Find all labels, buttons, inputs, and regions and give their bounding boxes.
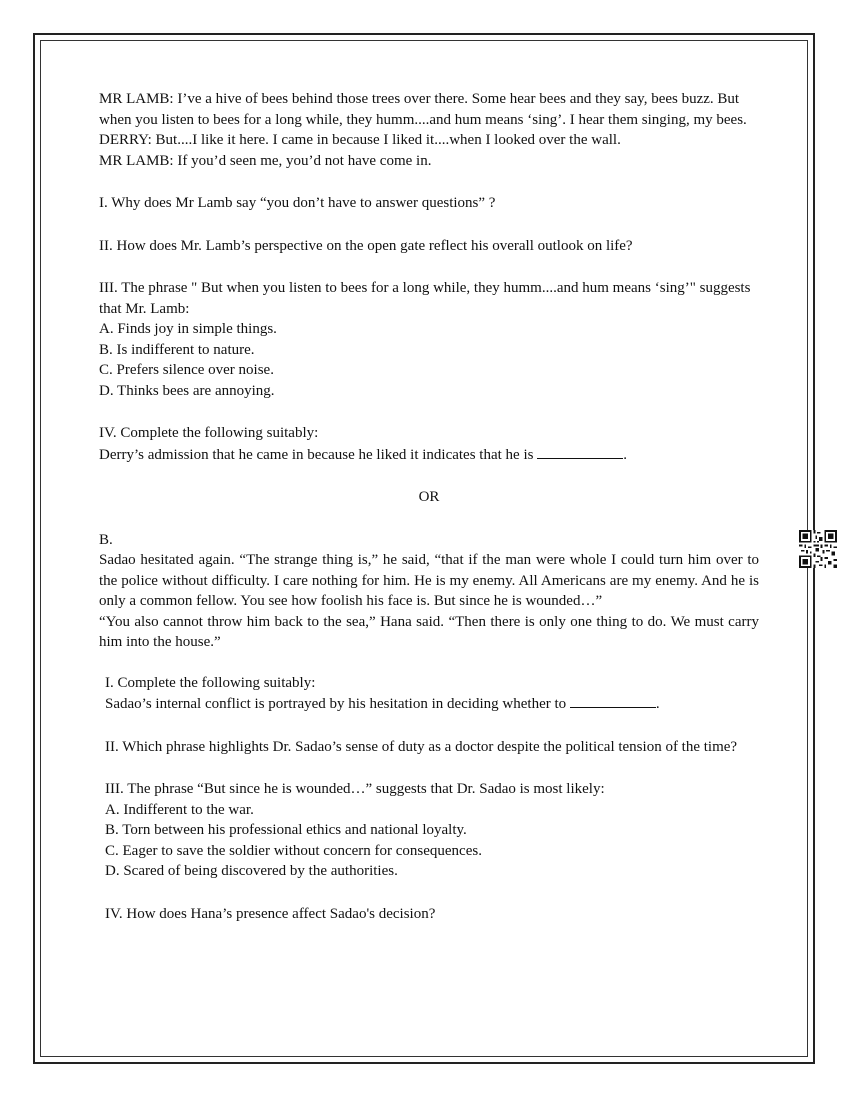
option-a-3-d: D. Thinks bees are annoying. xyxy=(99,382,275,399)
question-b-4: IV. How does Hana’s presence affect Sadao's decision? xyxy=(105,905,436,922)
option-b-3-b: B. Torn between his professional ethics and national loyalty. xyxy=(105,822,467,838)
answer-blank xyxy=(570,693,656,708)
passage-b-paragraph-1: Sadao hesitated again. “The strange thing is,” he said, “that if the man were whole I could turn him over to the police without difficulty. I care nothing for him. He is my enemy. All Americans are my enemy. And he is only a common fellow. You see how foolish his face is. But since he is wounded…” xyxy=(99,552,759,609)
question-b-2: II. Which phrase highlights Dr. Sadao’s sense of duty as a doctor despite the political tension of the time? xyxy=(105,738,738,755)
question-a-3: III. The phrase " But when you listen to bees for a long while, they humm....and hum means ‘sing’" suggests that Mr. Lamb: xyxy=(99,280,751,317)
passage-a-line-2: DERRY: But....I like it here. I came in because I liked it....when I looked over the wall. xyxy=(99,132,621,148)
option-b-3-a: A. Indifferent to the war. xyxy=(105,801,254,818)
option-b-3-c: C. Eager to save the soldier without concern for consequences. xyxy=(105,842,482,859)
or-separator: OR xyxy=(418,489,440,505)
question-b-3: III. The phrase “But since he is wounded…” suggests that Dr. Sadao is most likely: xyxy=(105,781,605,797)
question-b-1-title: I. Complete the following suitably: xyxy=(105,674,316,691)
question-b-1-sentence: Sadao’s internal conflict is portrayed by his hesitation in deciding whether to xyxy=(105,696,567,712)
question-a-1: I. Why does Mr Lamb say “you don’t have to answer questions” ? xyxy=(99,195,496,211)
section-b-label: B. xyxy=(99,531,113,548)
option-a-3-c: C. Prefers silence over noise. xyxy=(99,362,274,378)
question-a-2: II. How does Mr. Lamb’s perspective on the open gate reflect his overall outlook on life? xyxy=(99,237,633,254)
option-b-3-d: D. Scared of being discovered by the authorities. xyxy=(105,863,398,879)
question-b-1-text: Sadao’s internal conflict is portrayed by his hesitation in deciding whether to . xyxy=(105,693,759,715)
question-a-4-title: IV. Complete the following suitably: xyxy=(99,425,319,441)
passage-b-paragraph-2: “You also cannot throw him back to the sea,” Hana said. “Then there is only one thing to do. We must carry him into the house.” xyxy=(99,613,759,650)
answer-blank xyxy=(537,444,623,459)
document-body xyxy=(99,89,759,924)
question-a-4-sentence: Derry’s admission that he came in because he liked it indicates that he is xyxy=(99,446,534,463)
passage-a-line-3: MR LAMB: If you’d seen me, you’d not have come in. xyxy=(99,152,432,169)
option-a-3-b: B. Is indifferent to nature. xyxy=(99,341,255,358)
passage-a-line-1: MR LAMB: I’ve a hive of bees behind those trees over there. Some hear bees and they say, bees buzz. But when you listen to bees for a long while, they humm....and hum means ‘sing’. I hear them singing, my bees. xyxy=(99,91,747,128)
question-a-4-text: Derry’s admission that he came in because he liked it indicates that he is . xyxy=(99,444,759,466)
qr-code-icon xyxy=(799,530,837,568)
option-a-3-a: A. Finds joy in simple things. xyxy=(99,321,277,337)
